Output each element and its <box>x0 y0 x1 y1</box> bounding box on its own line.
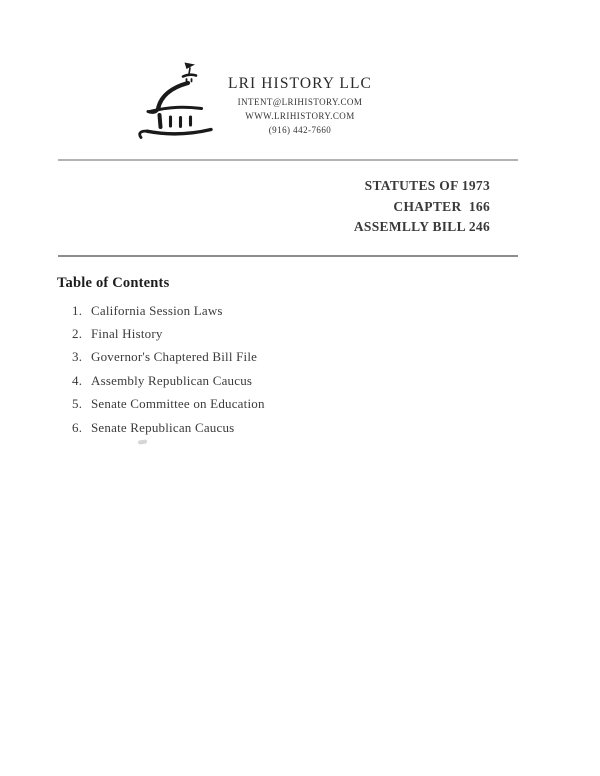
toc-item <box>72 346 265 369</box>
assembly-bill-line: ASSEMLLY BILL 246 <box>353 219 490 234</box>
toc-item-label: Senate Republican Caucus <box>91 419 235 435</box>
toc-item-number: 1. <box>72 302 83 318</box>
toc-item <box>72 416 265 439</box>
toc-heading: Table of Contents <box>57 275 170 291</box>
toc-item <box>72 299 265 322</box>
toc-item <box>72 393 265 416</box>
company-website: WWW.LRIHISTORY.COM <box>245 111 355 121</box>
toc-item-number: 6. <box>72 419 83 435</box>
company-phone: (916) 442-7660 <box>268 125 332 135</box>
statute-reference <box>354 176 490 238</box>
chapter-line: CHAPTER 166 <box>393 198 490 214</box>
toc-item-label: Governor's Chaptered Bill File <box>91 349 258 365</box>
toc-item <box>72 322 265 345</box>
toc-item-label: Final History <box>91 326 163 342</box>
toc-item-number: 4. <box>72 372 83 388</box>
company-email: INTENT@LRIHISTORY.COM <box>237 97 363 107</box>
divider-bottom <box>58 255 518 257</box>
toc-list <box>72 299 265 439</box>
scan-artifact <box>138 439 147 444</box>
company-name: LRI HISTORY LLC <box>228 75 372 92</box>
divider-top <box>58 159 518 161</box>
toc-item <box>72 369 265 392</box>
toc-item-label: California Session Laws <box>91 302 223 318</box>
toc-item-label: Senate Committee on Education <box>91 396 265 412</box>
toc-item-number: 2. <box>72 326 83 342</box>
toc-item-number: 5. <box>72 396 83 412</box>
statute-year-line: STATUTES OF 1973 <box>364 178 490 193</box>
toc-item-label: Assembly Republican Caucus <box>91 372 253 388</box>
toc-item-number: 3. <box>72 349 83 365</box>
